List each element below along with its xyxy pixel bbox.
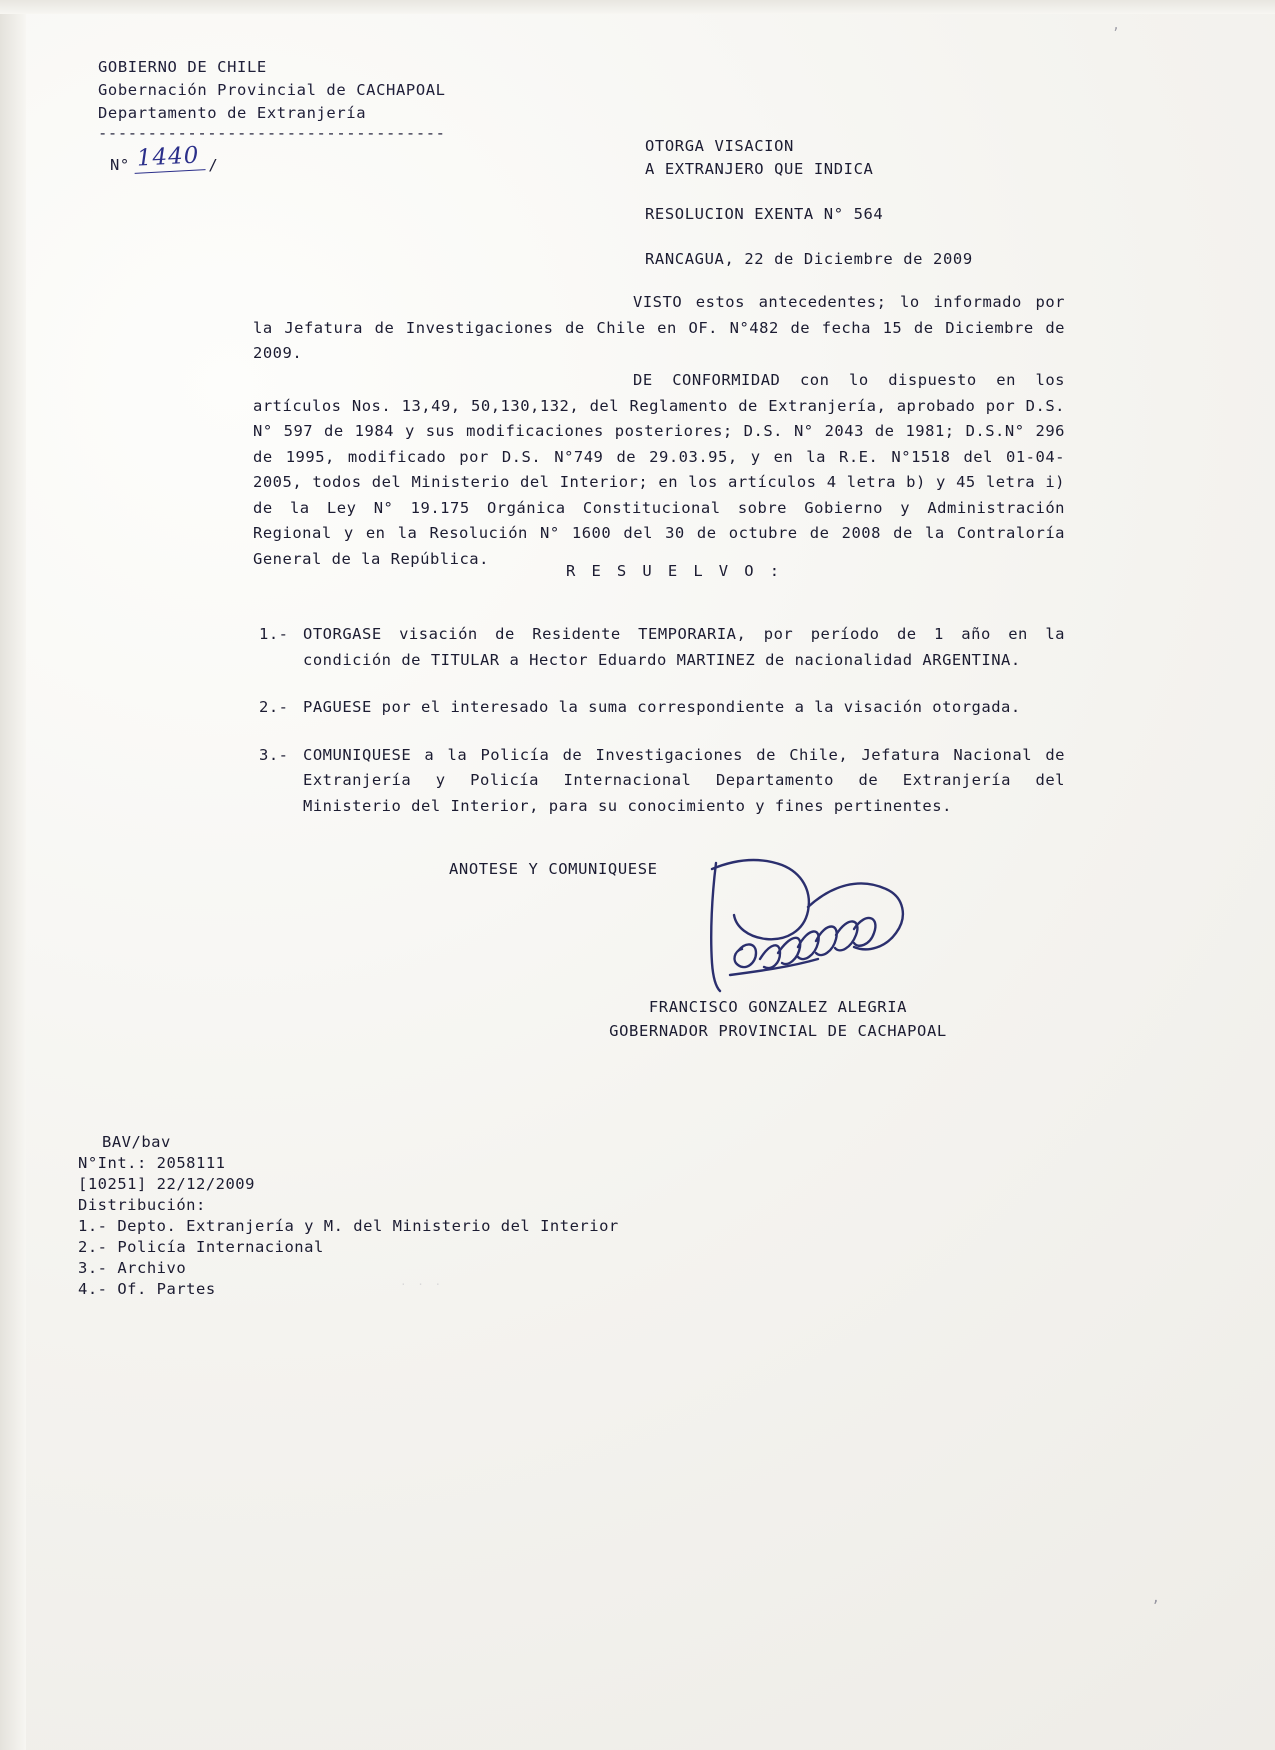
footer-block bbox=[78, 1132, 619, 1300]
list-item bbox=[259, 622, 1065, 673]
scan-artifact: · · · bbox=[400, 1278, 444, 1291]
paragraph-visto bbox=[253, 290, 1065, 367]
letterhead bbox=[98, 56, 446, 125]
signer-name: FRANCISCO GONZALEZ ALEGRIA bbox=[648, 998, 908, 1016]
list-item bbox=[259, 695, 1065, 721]
paragraph-visto-body: por la Jefatura de Investigaciones de Chile en OF. N°482 de fecha 15 de Diciembre de 2009. bbox=[253, 293, 1066, 362]
subject-line-1: OTORGA VISACION bbox=[645, 137, 794, 155]
place-and-date: RANCAGUA, 22 de Diciembre de 2009 bbox=[645, 250, 973, 268]
list-item-text: OTORGASE visación de Residente TEMPORARIA, por período de 1 año en la condición de TITULAR a Hector Eduardo MARTINEZ de nacionalidad ARGENTINA. bbox=[303, 625, 1065, 669]
list-item-text: COMUNIQUESE a la Policía de Investigaciones de Chile, Jefatura Nacional de Extranjería y Policía Internacional Departamento de Extranjería del Ministerio del Interior, para su conocimiento y fines pertinentes. bbox=[303, 745, 1065, 815]
list-item bbox=[259, 743, 1065, 820]
list-item-number: 2.- bbox=[259, 698, 289, 716]
footer-distribution-item: 3.- Archivo bbox=[78, 1259, 187, 1277]
paragraph-conformidad-body: artículos Nos. 13,49, 50,130,132, del Reglamento de Extranjería, aprobado por D.S. N° 597 de 1984 y sus modificaciones posteriores; D.S. N° 2043 de 1981; D.S.N° 296 de 1995, modificado por D.S. N°749 de 29.03.95, y en la R.E. N°1518 del 01-04-2005, todos del Ministerio del Interior; en los artículos 4 letra b) y 45 letra i) de la Ley N° 19.175 Orgánica Constitucional sobre Gobierno y Administración Regional y en la Resolución N° 1600 del 30 de octubre de 2008 de la Contraloría General de la República. bbox=[253, 396, 1065, 568]
resolution-number: RESOLUCION EXENTA N° 564 bbox=[645, 205, 884, 223]
subject-line-2: A EXTRANJERO QUE INDICA bbox=[645, 160, 874, 178]
footer-distribution-item: 1.- Depto. Extranjería y M. del Ministerio del Interior bbox=[78, 1217, 619, 1235]
document-number-row bbox=[110, 142, 219, 174]
scan-top-mark: , bbox=[1112, 18, 1120, 33]
signer-title: GOBERNADOR PROVINCIAL DE CACHAPOAL bbox=[609, 1022, 947, 1040]
letterhead-divider: ----------------------------------- bbox=[98, 124, 446, 142]
closing-line: ANOTESE Y COMUNIQUESE bbox=[449, 860, 658, 878]
list-item-text: PAGUESE por el interesado la suma correspondiente a la visación otorgada. bbox=[303, 698, 1021, 716]
resolution-header bbox=[645, 135, 973, 271]
list-item-number: 3.- bbox=[259, 745, 289, 764]
footer-distribution-item: 4.- Of. Partes bbox=[78, 1280, 216, 1298]
paragraph-conformidad bbox=[253, 368, 1065, 572]
document-number-slash: / bbox=[208, 156, 219, 174]
resolution-items bbox=[259, 622, 1065, 841]
letterhead-line-province: Gobernación Provincial de CACHAPOAL bbox=[98, 81, 446, 99]
footer-internal-number: N°Int.: 2058111 bbox=[78, 1154, 226, 1172]
letterhead-line-department: Departamento de Extranjería bbox=[98, 104, 367, 122]
document-number-handwritten: 1440 bbox=[133, 142, 205, 174]
list-item-number: 1.- bbox=[259, 625, 289, 643]
document-number-label: N° bbox=[110, 156, 130, 174]
scan-corner-mark: , bbox=[1151, 1590, 1160, 1606]
paragraph-visto-lead: VISTO estos antecedentes; lo informado bbox=[633, 293, 1022, 311]
footer-initials: BAV/bav bbox=[102, 1133, 171, 1151]
footer-code-date: [10251] 22/12/2009 bbox=[78, 1175, 255, 1193]
footer-distribution-item: 2.- Policía Internacional bbox=[78, 1238, 324, 1256]
resuelvo-heading: R E S U E L V O : bbox=[566, 562, 783, 580]
signature-block bbox=[578, 995, 978, 1043]
footer-distribution-label: Distribución: bbox=[78, 1196, 206, 1214]
letterhead-line-government: GOBIERNO DE CHILE bbox=[98, 58, 267, 76]
paragraph-conformidad-lead: DE CONFORMIDAD con lo dispuesto en los bbox=[633, 371, 1065, 389]
